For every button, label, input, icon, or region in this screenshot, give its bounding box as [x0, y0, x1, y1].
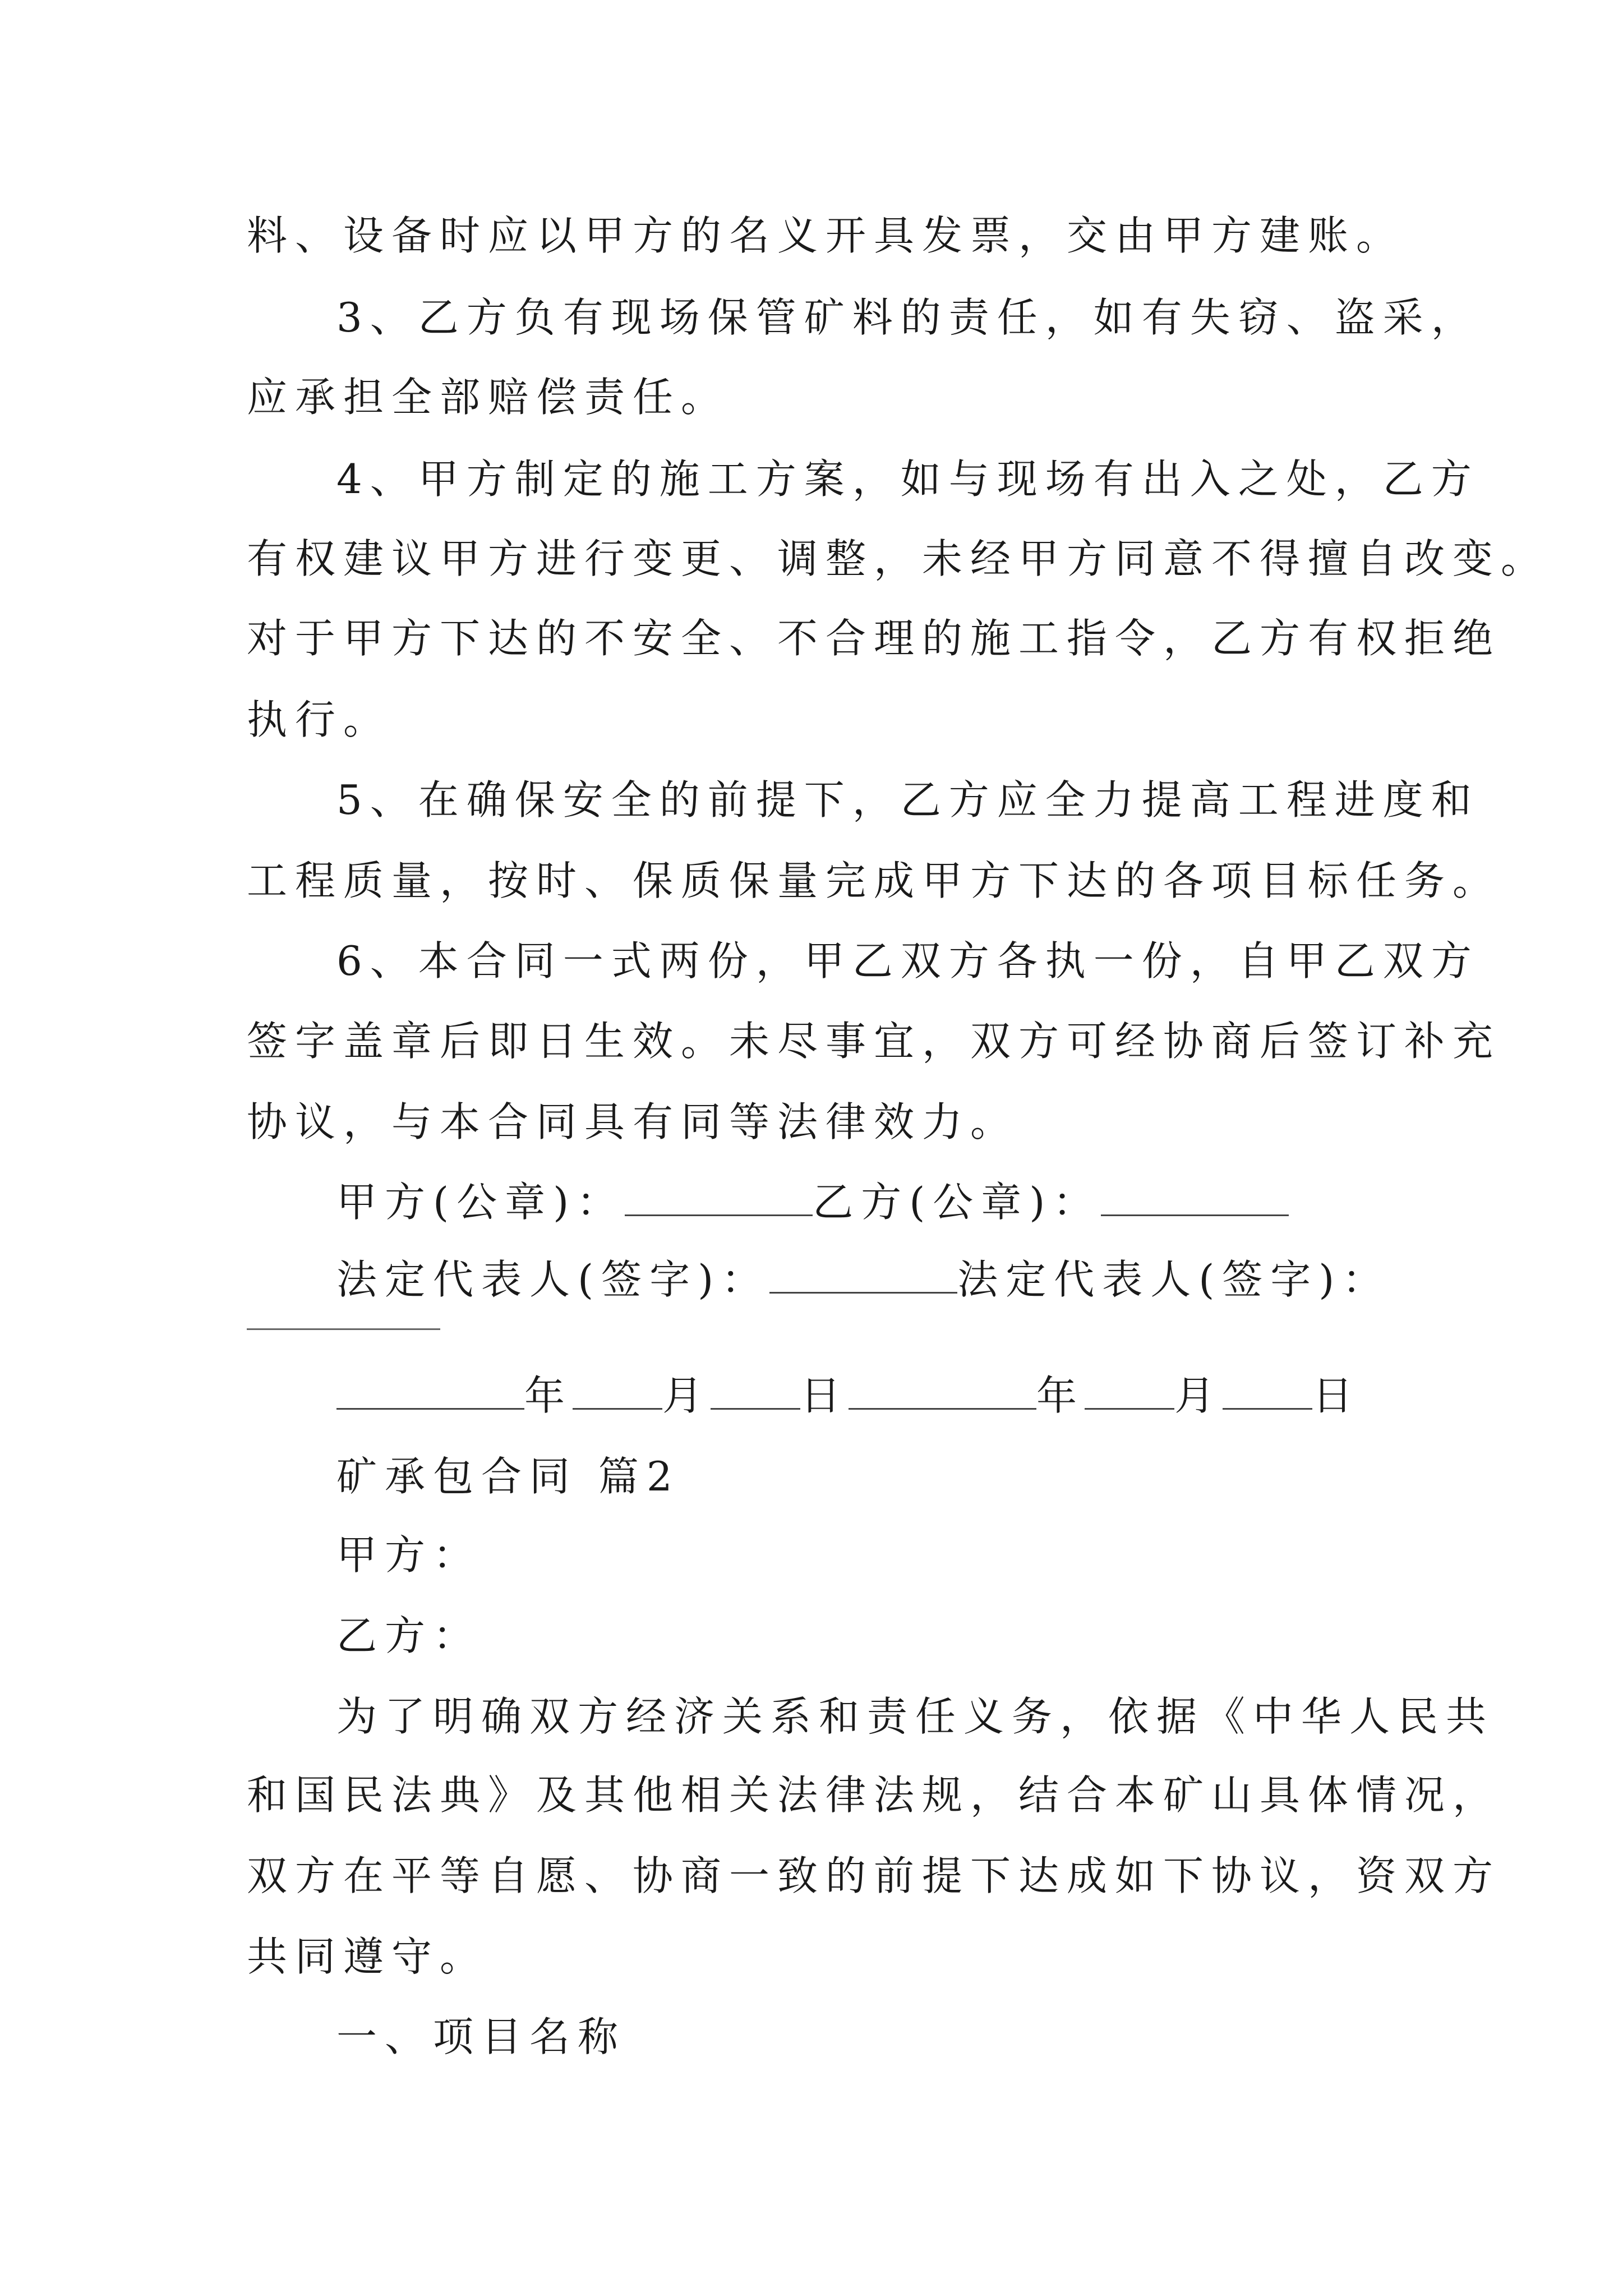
rep-b-blank [247, 1328, 440, 1330]
party-b-label: 乙方： [336, 1612, 482, 1659]
month-a-label: 月 [662, 1372, 711, 1419]
party-a-seal-label: 甲方(公章)： [336, 1179, 625, 1226]
text-line: 应承担全部赔偿责任。 [247, 374, 730, 421]
text-line: 签字盖章后即日生效。未尽事宜，双方可经协商后签订补充 [247, 1018, 1501, 1065]
text-line: 4、甲方制定的施工方案，如与现场有出入之处，乙方 [336, 455, 1479, 503]
day-a-label: 日 [800, 1372, 849, 1419]
day-a-blank [711, 1371, 800, 1410]
day-b-label: 日 [1312, 1372, 1361, 1419]
text-line: 双方在平等自愿、协商一致的前提下达成如下协议，资双方 [247, 1852, 1501, 1899]
month-b-blank [1085, 1371, 1174, 1410]
day-b-blank [1223, 1371, 1312, 1410]
text-line: 对于甲方下达的不安全、不合理的施工指令，乙方有权拒绝 [247, 615, 1501, 662]
representative-line [336, 1253, 1390, 1306]
rep-a-blank [769, 1255, 957, 1294]
party-a-label: 甲方： [336, 1531, 482, 1579]
text-line: 共同遵守。 [247, 1933, 488, 1980]
party-b-seal-blank [1101, 1177, 1289, 1216]
section-title: 矿承包合同 篇2 [336, 1453, 680, 1500]
text-line: 工程质量，按时、保质保量完成甲方下达的各项目标任务。 [247, 857, 1501, 904]
date-line [336, 1369, 1361, 1423]
text-line: 料、设备时应以甲方的名义开具发票，交由甲方建账。 [247, 212, 1405, 259]
text-line: 有权建议甲方进行变更、调整，未经甲方同意不得擅自改变。 [247, 535, 1550, 582]
section-heading: 一、项目名称 [336, 2013, 626, 2060]
rep-a-label: 法定代表人(签字)： [336, 1256, 770, 1303]
party-b-seal-label: 乙方(公章)： [813, 1179, 1101, 1226]
text-line: 6、本合同一式两份，甲乙双方各执一份，自甲乙双方 [336, 937, 1479, 984]
text-line: 3、乙方负有现场保管矿料的责任，如有失窃、盗采， [336, 294, 1479, 341]
month-a-blank [573, 1371, 662, 1410]
rep-b-label: 法定代表人(签字)： [957, 1256, 1391, 1303]
year-a-blank [336, 1371, 524, 1410]
text-line: 协议，与本合同具有同等法律效力。 [247, 1098, 1019, 1145]
month-b-label: 月 [1174, 1372, 1223, 1419]
party-a-seal-blank [625, 1177, 813, 1216]
year-b-label: 年 [1036, 1372, 1085, 1419]
text-line: 5、在确保安全的前提下，乙方应全力提高工程进度和 [336, 776, 1479, 823]
seal-line [336, 1175, 1289, 1229]
text-line: 和国民法典》及其他相关法律法规，结合本矿山具体情况， [247, 1772, 1501, 1819]
year-b-blank [849, 1371, 1036, 1410]
year-a-label: 年 [524, 1372, 573, 1419]
text-line: 执行。 [247, 696, 392, 743]
text-line: 为了明确双方经济关系和责任义务，依据《中华人民共 [336, 1693, 1495, 1740]
